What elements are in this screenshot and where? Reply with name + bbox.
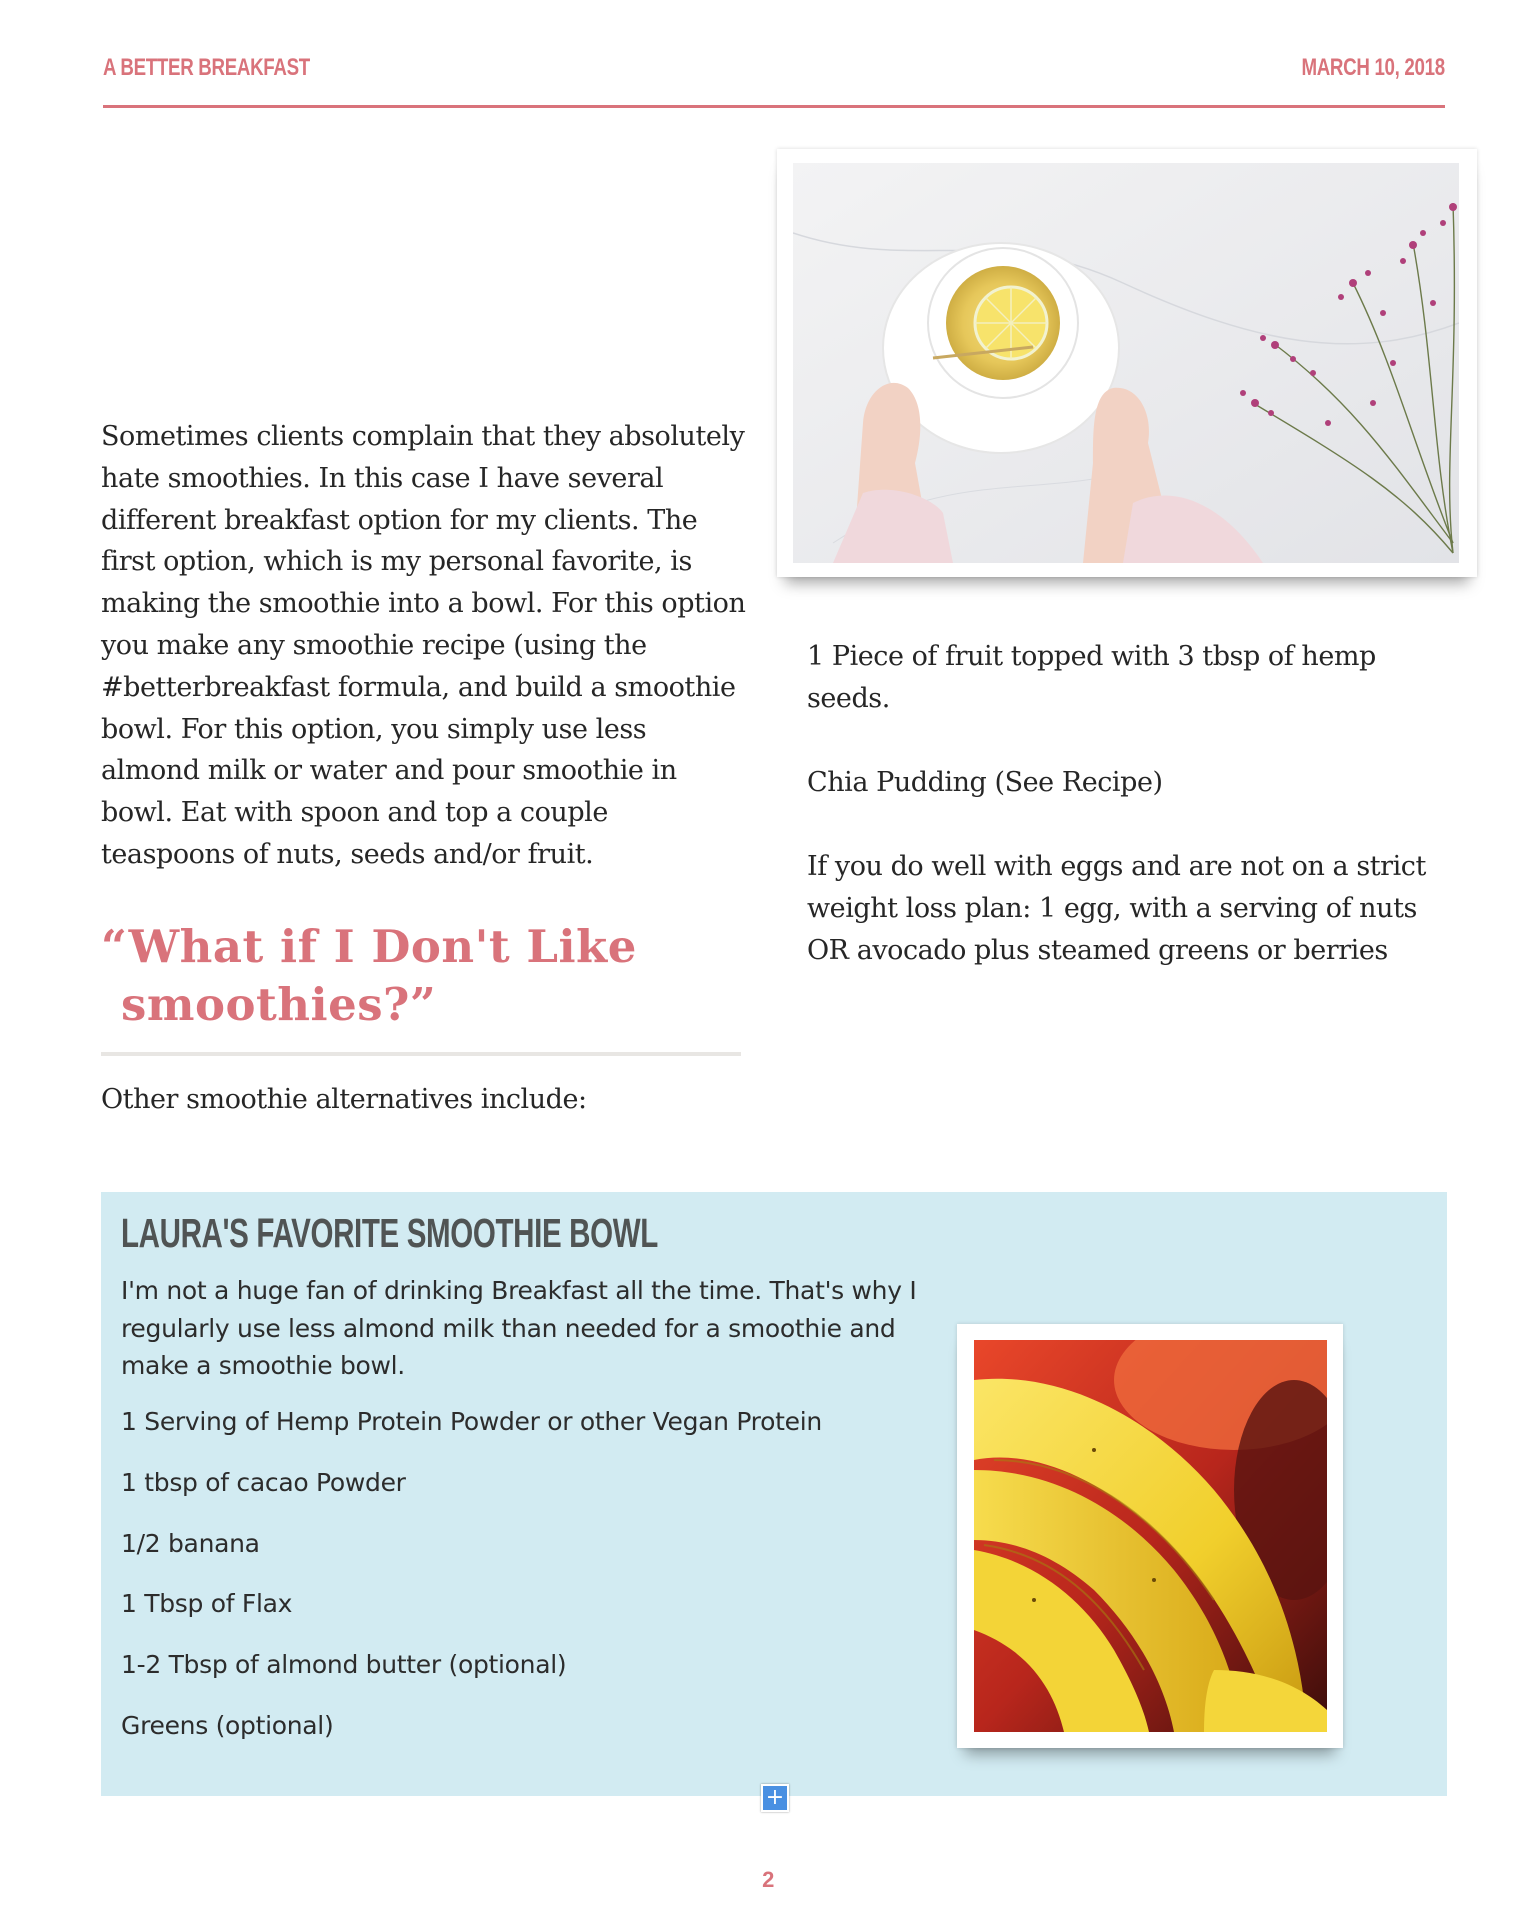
ingredient-item: 1/2 banana [121,1528,260,1558]
header-divider [103,105,1445,108]
ingredient-item: Greens (optional) [121,1710,334,1740]
left-column [101,416,746,876]
pull-quote-line-2: smoothies?” [121,978,437,1031]
recipe-box[interactable] [101,1192,1447,1796]
pull-quote[interactable] [101,918,741,1034]
alternative-chia-pudding[interactable]: Chia Pudding (See Recipe) [807,767,1163,798]
banana-photo [974,1340,1327,1732]
ingredient-item: 1 Tbsp of Flax [121,1589,293,1619]
add-content-button[interactable] [761,1784,789,1812]
banana-illustration [974,1340,1327,1732]
plus-icon: + [765,1785,785,1810]
ingredient-item: 1 Serving of Hemp Protein Powder or other Vegan Protein [121,1407,822,1436]
ingredient-item: 1 tbsp of cacao Powder [121,1467,406,1497]
document-header-date: MARCH 10, 2018 [1301,54,1445,81]
pull-quote-divider [101,1052,741,1056]
ingredient-list [121,1407,822,1772]
alternatives-intro[interactable]: Other smoothie alternatives include: [101,1084,587,1115]
recipe-title: LAURA'S FAVORITE SMOOTHIE BOWL [121,1210,658,1256]
tea-photo-frame[interactable] [777,149,1477,577]
page-number: 2 [762,1867,774,1892]
body-paragraph[interactable]: Sometimes clients complain that they absolutely hate smoothies. In this case I have several different breakfast option for my clients. The first option, which is my personal favorite, is making the smoothie into a bowl. For this option you make any smoothie recipe (using the #betterbreakfast formula, and build a smoothie bowl. For this option, you simply use less almond milk or water and pour smoothie in bowl. Eat with spoon and top a couple teaspoons of nuts, seeds and/or fruit. [101,421,746,870]
tea-photo [793,163,1459,563]
pull-quote-line-1: “What if I Don't Like [101,920,637,973]
recipe-intro: I'm not a huge fan of drinking Breakfast all the time. That's why I regularly use less almond milk than needed for a smoothie and make a smoothie bowl. [121,1276,917,1380]
tea-illustration [793,163,1459,563]
alternative-eggs[interactable]: If you do well with eggs and are not on a strict weight loss plan: 1 egg, with a serving of nuts OR avocado plus steamed greens or berries [807,851,1426,966]
ingredient-item: 1-2 Tbsp of almond butter (optional) [121,1650,567,1680]
banana-photo-frame[interactable] [957,1324,1343,1748]
right-column [807,636,1457,1014]
alternative-fruit-hemp[interactable]: 1 Piece of fruit topped with 3 tbsp of hemp seeds. [807,641,1376,714]
document-header-title: A BETTER BREAKFAST [103,54,310,81]
